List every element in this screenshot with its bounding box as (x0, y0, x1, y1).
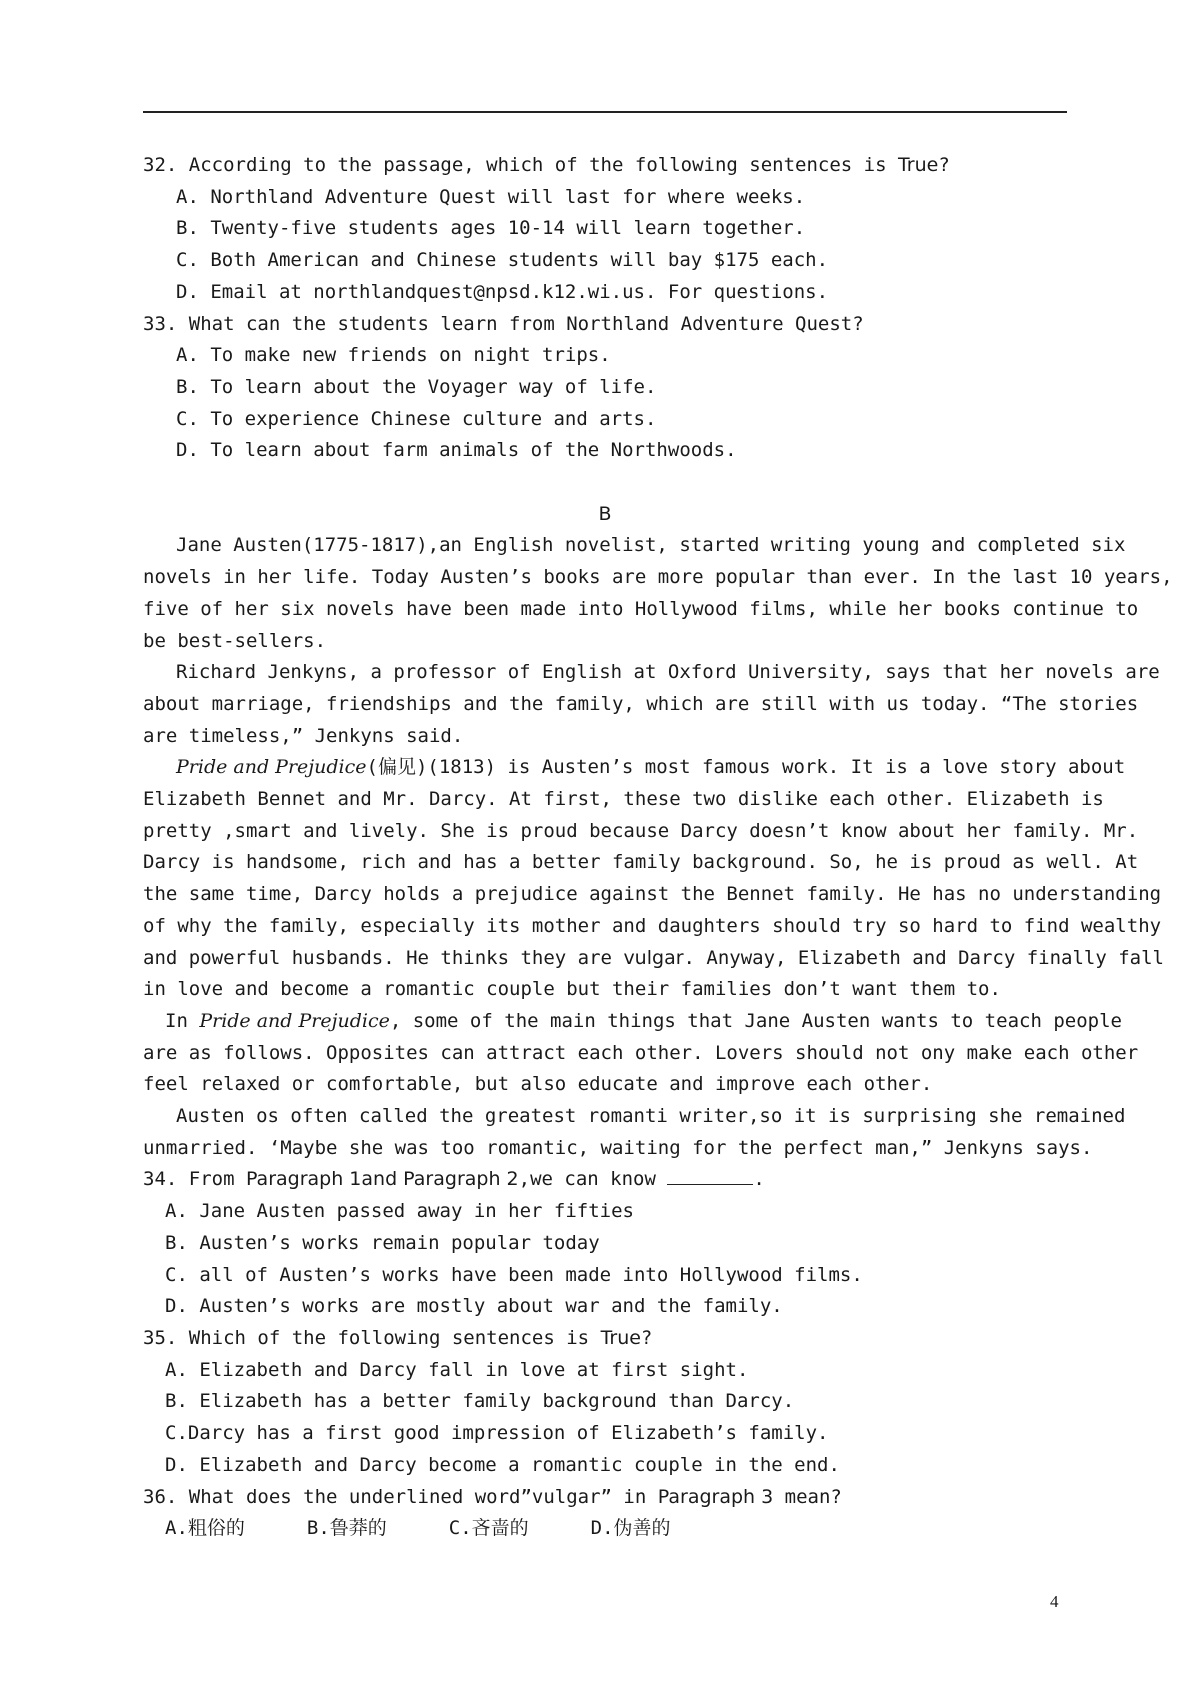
question-33-option: A. To make new friends on night trips. (176, 344, 611, 367)
paragraph-line: pretty ,smart and lively. She is proud because Darcy doesn’t know about her family. Mr. (143, 819, 1139, 842)
question-36-option: C.吝啬的 (448, 1517, 529, 1540)
emphasis: Paragraph 3 (657, 1485, 774, 1508)
book-title: Pride and Prejudice (199, 1009, 390, 1032)
header-rule (143, 111, 1067, 113)
paragraph-line: and powerful husbands. He thinks they are vulgar. Anyway, Elizabeth and Darcy finally fall (143, 946, 1164, 969)
question-34-option: C. all of Austen’s works have been made into Hollywood films. (165, 1263, 863, 1286)
question-35-option: B. Elizabeth has a better family background than Darcy. (165, 1390, 795, 1413)
question-34-option: B. Austen’s works remain popular today (165, 1231, 600, 1254)
spacer (143, 467, 1067, 499)
paragraph-line: five of her six novels have been made into Hollywood films, while her books continue to (143, 597, 1139, 620)
paragraph-5 (143, 1101, 1126, 1164)
paragraph-line: Pride and Prejudice(偏见)(1813) is Austen’s most famous work. It is a love story about (176, 756, 1126, 779)
question-34-stem: 34. From Paragraph 1and Paragraph 2,we can know . (143, 1164, 1067, 1196)
page-number: 4 (1050, 1592, 1059, 1611)
question-36-option: A.粗俗的 (165, 1517, 245, 1540)
emphasis: True (600, 1327, 641, 1349)
question-34-option: D. Austen’s works are mostly about war and the family. (165, 1295, 783, 1318)
question-32-option: B. Twenty-five students ages 10-14 will learn together. (176, 217, 806, 240)
paragraph-line: in love and become a romantic couple but their families don’t want them to. (143, 978, 1001, 1001)
question-35-option: A. Elizabeth and Darcy fall in love at first sight. (165, 1358, 749, 1381)
answer-blank (667, 1164, 753, 1185)
question-32-option: C. Both American and Chinese students will bay $175 each. (176, 249, 829, 272)
question-33-option: B. To learn about the Voyager way of life. (176, 375, 657, 398)
paragraph-2 (143, 657, 1160, 752)
question-35-option: D. Elizabeth and Darcy become a romantic couple in the end. (165, 1453, 840, 1476)
paragraph-line: about marriage, friendships and the family, which are still with us today. “The stories (143, 692, 1139, 715)
question-33-option: C. To experience Chinese culture and arts. (176, 407, 657, 430)
emphasis: Paragraph 1and Paragraph 2 (245, 1168, 519, 1191)
paragraph-1 (143, 530, 1173, 657)
question-32-option: A. Northland Adventure Quest will last for where weeks. (176, 185, 806, 208)
paragraph-line: be best-sellers. (143, 629, 327, 652)
paragraph-3 (143, 752, 1164, 1006)
question-36-options (143, 1513, 1067, 1545)
question-36-option: D.伪善的 (590, 1517, 671, 1540)
question-33-stem: 33. What can the students learn from Northland Adventure Quest? (143, 312, 864, 335)
emphasis: True (897, 154, 939, 176)
paragraph-line: novels in her life. Today Austen’s books are more popular than ever. In the last 10 years, (143, 566, 1173, 589)
underlined-word: vulgar (623, 946, 684, 969)
paragraph-line: are as follows. Opposites can attract each other. Lovers should not ony make each other (143, 1041, 1139, 1064)
paragraph-line: feel relaxed or comfortable, but also educate and improve each other. (143, 1073, 933, 1096)
question-34-option: A. Jane Austen passed away in her fifties (165, 1200, 634, 1223)
paragraph-4 (143, 1006, 1139, 1101)
question-32-stem: 32. According to the passage, which of the following sentences is True? (143, 154, 950, 176)
paragraph-line: Elizabeth Bennet and Mr. Darcy. At first, these two dislike each other. Elizabeth is (143, 788, 1104, 811)
question-35-option: C.Darcy has a first good impression of Elizabeth’s family. (165, 1422, 829, 1445)
book-title: Pride and Prejudice (176, 756, 367, 779)
paragraph-line: Richard Jenkyns, a professor of English at Oxford University, says that her novels are (176, 661, 1160, 684)
paragraph-line: the same time, Darcy holds a prejudice against the Bennet family. He has no understanding (143, 883, 1162, 906)
paragraph-line: are timeless,” Jenkyns said. (143, 724, 464, 747)
paragraph-line: unmarried. ‘Maybe she was too romantic, waiting for the perfect man,” Jenkyns says. (143, 1136, 1093, 1159)
paragraph-line: Austen os often called the greatest romanti writer,so it is surprising she remained (176, 1105, 1126, 1128)
question-35-stem: 35. Which of the following sentences is True? (143, 1327, 653, 1349)
paragraph-line: Jane Austen(1775-1817),an English novelist, started writing young and completed six (176, 534, 1126, 557)
page-content (143, 150, 1173, 1545)
question-33-option: D. To learn about farm animals of the Northwoods. (176, 439, 737, 462)
paragraph-line: In Pride and Prejudice, some of the main things that Jane Austen wants to teach people (165, 1009, 1122, 1032)
question-32-option: D. Email at northlandquest@npsd.k12.wi.us. For questions. (176, 280, 829, 303)
paragraph-line: Darcy is handsome, rich and has a better family background. So, he is proud as well. At (143, 851, 1139, 874)
section-heading: B (598, 502, 612, 525)
paragraph-line: of why the family, especially its mother and daughters should try so hard to find wealthy (143, 914, 1162, 937)
question-36-option: B.鲁莽的 (306, 1517, 387, 1540)
question-36-stem: 36. What does the underlined word”vulgar” in Paragraph 3 mean? (143, 1485, 842, 1508)
